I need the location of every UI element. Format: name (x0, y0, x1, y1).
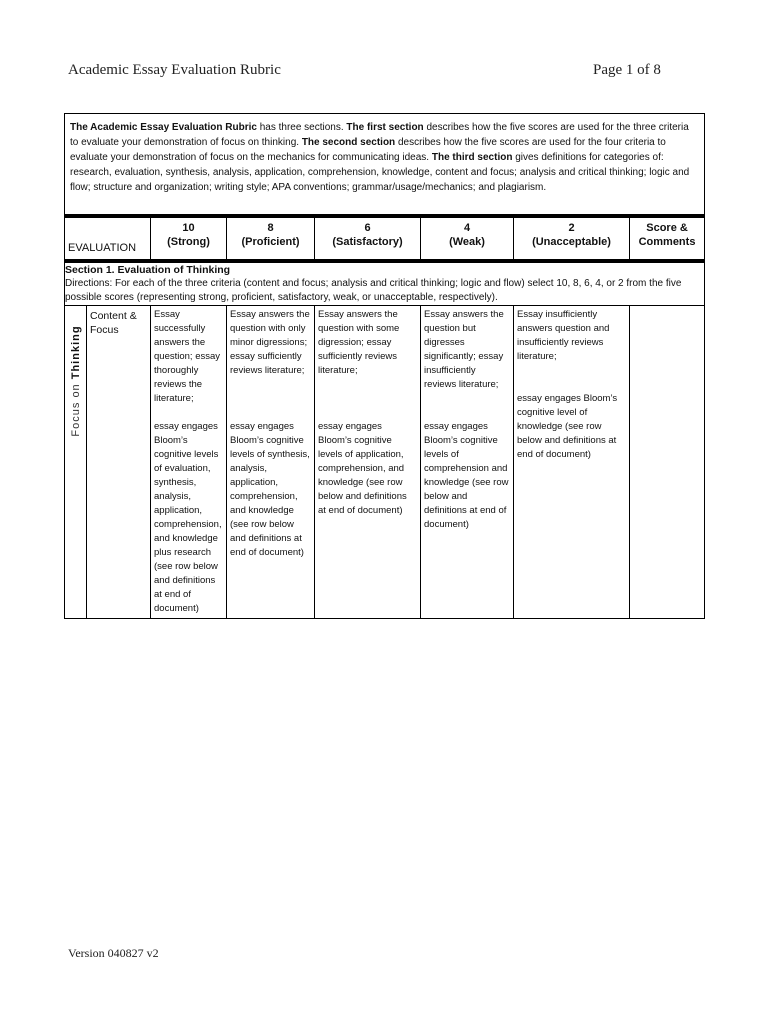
score-10-header: 10 (Strong) (151, 216, 227, 261)
cell-score-2: Essay insufficiently answers question and insufficiently reviews literature; essay engages Bloom’s cognitive level of knowledge (see row below and definitions at end of document) (514, 306, 630, 619)
cell-score-8: Essay answers the question with only minor digressions; essay sufficiently reviews literature; essay engages Bloom’s cognitive levels of synthesis, analysis, application, comprehension, and knowledge (see row below and definitions at end of document) (227, 306, 315, 619)
score-header-row (65, 216, 705, 261)
version-footer: Version 040827 v2 (68, 946, 159, 960)
document-title: Academic Essay Evaluation Rubric (68, 62, 281, 78)
cell-score-comments[interactable] (630, 306, 705, 619)
cell-score-4: Essay answers the question but digresses significantly; essay insufficiently reviews literature; essay engages Bloom’s cognitive levels of comprehension and knowledge (see row below and definitions at end of document) (421, 306, 514, 619)
section-1-directions: Directions: For each of the three criteria (content and focus; analysis and critical thinking; logic and flow) select 10, 8, 6, 4, or 2 from the five possible scores (representing strong, proficient, satisfactory, weak, or unacceptable, respectively). (65, 278, 682, 303)
score-8-header: 8 (Proficient) (227, 216, 315, 261)
focus-on-thinking-label: Focus on Thinking (65, 306, 87, 619)
section-1-header (65, 261, 705, 306)
content-focus-row (65, 306, 705, 619)
criterion-content-focus: Content & Focus (87, 306, 151, 619)
score-2-header: 2 (Unacceptable) (514, 216, 630, 261)
intro-paragraph: The Academic Essay Evaluation Rubric has three sections. The first section describes how the five scores are used for the three criteria to evaluate your demonstration of focus on thinking. The second section describes how the five scores are used for the four criteria to evaluate your demonstration of focus on the mechanics for communicating ideas. The third section gives definitions for categories of: research, evaluation, synthesis, analysis, application, comprehension, knowledge, content and focus; analysis and critical thinking; logic and flow; structure and organization; writing style; APA conventions; grammar/usage/mechanics; and plagiarism. (65, 114, 705, 217)
page-number: Page 1 of 8 (593, 62, 661, 78)
score-comments-header: Score & Comments (630, 216, 705, 261)
cell-score-6: Essay answers the question with some digression; essay sufficiently reviews literature; essay engages Bloom’s cognitive levels of application, comprehension, and knowledge (see row below and definitions at end of document) (315, 306, 421, 619)
evaluation-label: EVALUATION (65, 216, 151, 261)
section-1-title: Section 1. Evaluation of Thinking (65, 264, 231, 276)
cell-score-10: Essay successfully answers the question; essay thoroughly reviews the literature; essay engages Bloom’s cognitive levels of evaluation, synthesis, analysis, application, comprehension, and knowledge plus research (see row below and definitions at end of document) (151, 306, 227, 619)
score-4-header: 4 (Weak) (421, 216, 514, 261)
rubric-table (64, 113, 705, 619)
score-6-header: 6 (Satisfactory) (315, 216, 421, 261)
